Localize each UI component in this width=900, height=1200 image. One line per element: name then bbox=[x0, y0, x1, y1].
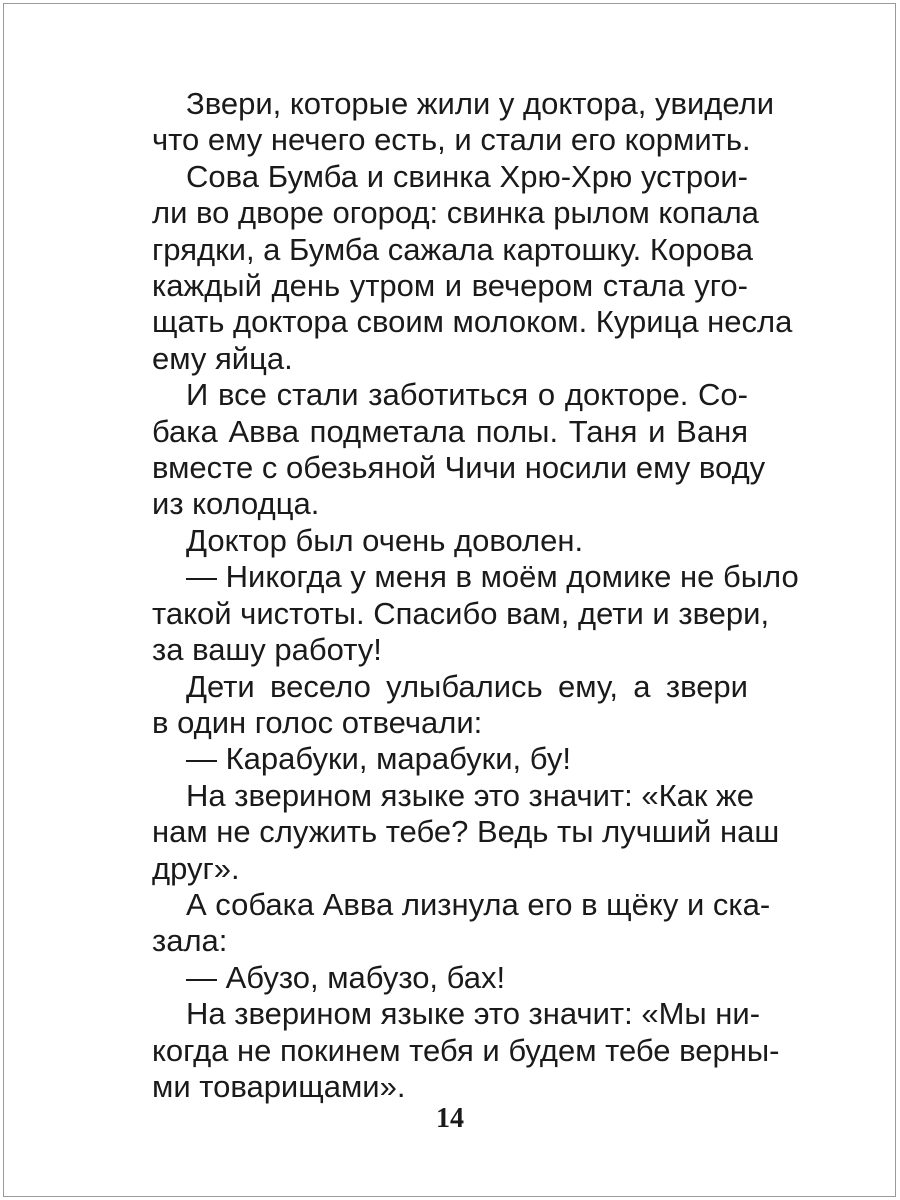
text-line: когда не покинем тебя и будем тебе верны- bbox=[152, 1032, 780, 1068]
text-line: Звери, которые жили у доктора, увидели bbox=[186, 86, 775, 121]
text-line: ми товарищами». bbox=[152, 1068, 406, 1104]
book-text bbox=[152, 86, 799, 1105]
paragraph bbox=[152, 960, 748, 996]
text-line: за вашу работу! bbox=[152, 632, 382, 668]
text-line: что ему нечего есть, и стали его кормить. bbox=[152, 122, 751, 158]
text-line: в один голос отвечали: bbox=[152, 704, 483, 740]
paragraph bbox=[152, 996, 780, 1105]
text-line: зала: bbox=[152, 923, 228, 959]
text-line: — Никогда у меня в моём домике не было bbox=[186, 559, 799, 595]
text-line: каждый день утром и вечером стала уго- bbox=[152, 268, 748, 304]
paragraph bbox=[152, 741, 748, 777]
text-line: из колодца. bbox=[152, 486, 320, 522]
text-line: Доктор был очень доволен. bbox=[186, 522, 584, 558]
text-line: — Абузо, мабузо, бах! bbox=[186, 959, 506, 995]
text-line: грядки, а Бумба сажала картошку. Корова bbox=[152, 231, 754, 267]
text-line: ему яйца. bbox=[152, 340, 293, 376]
text-line: И все стали заботиться о докторе. Со- bbox=[186, 377, 748, 413]
paragraph bbox=[152, 886, 771, 960]
text-line: такой чистоты. Спасибо вам, дети и звери, bbox=[152, 595, 770, 631]
text-line: Дети весело улыбались ему, а звери bbox=[186, 668, 748, 704]
paragraph bbox=[152, 559, 799, 668]
text-line: На зверином языке это значит: «Мы ни- bbox=[186, 996, 761, 1032]
text-line: друг». bbox=[152, 850, 240, 886]
paragraph bbox=[152, 669, 748, 742]
paragraph bbox=[152, 377, 766, 523]
text-line: А собака Авва лизнула его в щёку и ска- bbox=[186, 886, 771, 922]
text-line: вместе с обезьяной Чичи носили ему воду bbox=[152, 450, 766, 486]
paragraph bbox=[152, 777, 780, 887]
paragraph bbox=[152, 523, 748, 559]
text-line: щать доктора своим молоком. Курица несла bbox=[152, 304, 793, 340]
text-line: На зверином языке это значит: «Как же bbox=[186, 777, 755, 813]
page-number: 14 bbox=[436, 1103, 464, 1134]
text-line: Сова Бумба и свинка Хрю-Хрю устрои- bbox=[186, 158, 748, 194]
text-line: — Карабуки, марабуки, бу! bbox=[186, 741, 571, 777]
text-line: ли во дворе огород: свинка рылом копала bbox=[152, 195, 759, 231]
paragraph bbox=[152, 158, 793, 377]
text-line: нам не служить тебе? Ведь ты лучший наш bbox=[152, 814, 780, 850]
text-line: бака Авва подметала полы. Таня и Ваня bbox=[152, 413, 748, 449]
paragraph bbox=[152, 86, 775, 159]
